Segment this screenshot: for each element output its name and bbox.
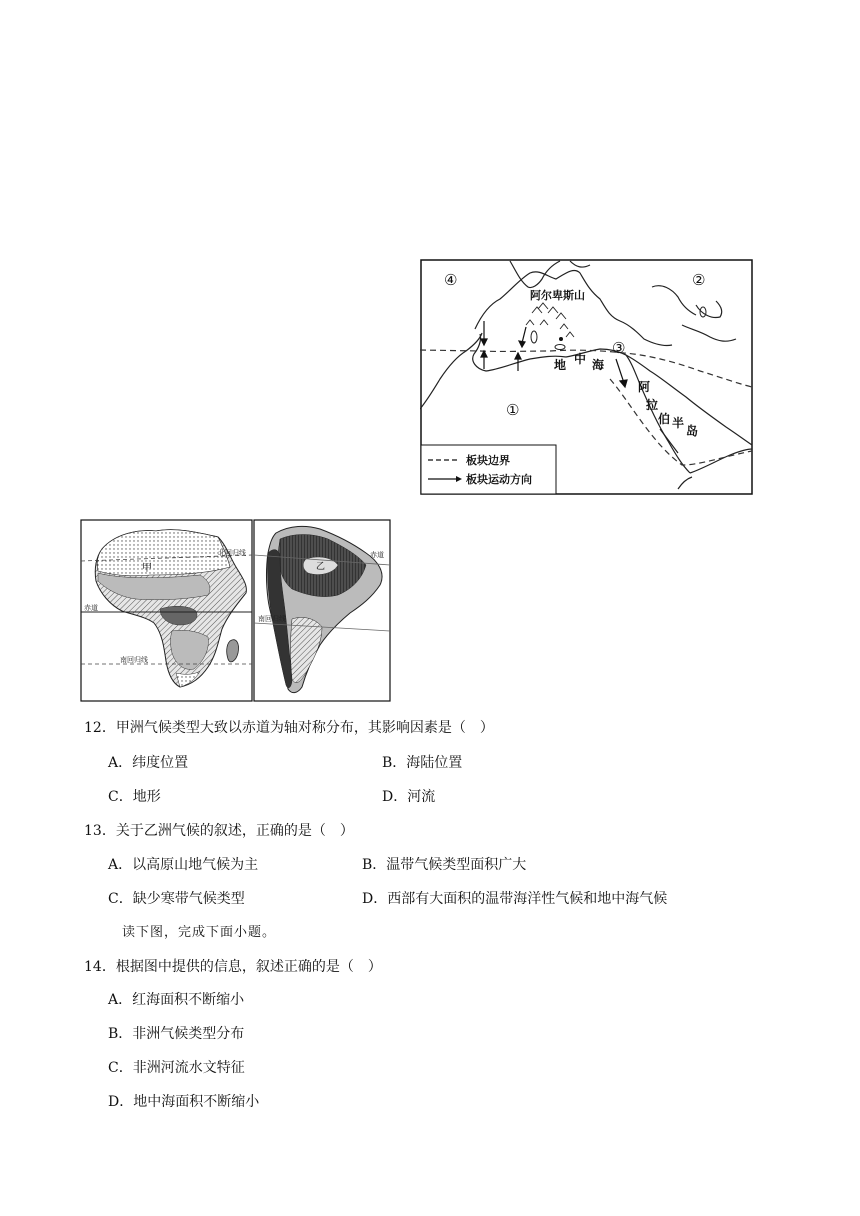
label-tropic-south-sa: 南回归线 (258, 615, 286, 623)
label-med-2: 中 (574, 352, 587, 366)
question-14-option-b[interactable]: B．非洲气候类型分布 (108, 1026, 245, 1042)
question-14-stem: 14．根据图中提供的信息，叙述正确的是（ ） (84, 959, 382, 975)
sea-dot (559, 337, 563, 341)
label-arabia-4: 半 (672, 416, 685, 430)
label-yi: 乙 (316, 562, 326, 572)
question-12-option-c[interactable]: C．地形 (108, 789, 161, 805)
question-13-option-b[interactable]: B．温带气候类型面积广大 (362, 857, 527, 873)
label-med-3: 海 (592, 358, 605, 372)
question-14-option-c[interactable]: C．非洲河流水文特征 (108, 1060, 245, 1076)
question-14-option-a[interactable]: A．红海面积不断缩小 (108, 992, 245, 1008)
label-alps: 阿尔卑斯山 (530, 289, 585, 302)
label-equator-africa: 赤道 (84, 604, 98, 612)
label-plate-3: ③ (612, 339, 626, 357)
legend-boundary-label: 板块边界 (466, 454, 510, 467)
label-arabia-5: 岛 (686, 424, 699, 438)
question-12-option-d[interactable]: D．河流 (382, 789, 436, 805)
continent-climate-maps (80, 519, 392, 702)
question-13-option-a[interactable]: A．以高原山地气候为主 (108, 857, 259, 873)
question-13-option-c[interactable]: C．缺少寒带气候类型 (108, 891, 245, 907)
label-plate-2: ② (692, 271, 706, 289)
africa-panel (81, 520, 252, 701)
question-13-option-d[interactable]: D．西部有大面积的温带海洋性气候和地中海气候 (362, 891, 668, 907)
question-12-option-a[interactable]: A．纬度位置 (108, 755, 189, 771)
south-america-panel (254, 520, 390, 701)
label-tropic-south-africa: 南回归线 (120, 656, 148, 664)
question-13-stem: 13．关于乙洲气候的叙述，正确的是（ ） (84, 823, 354, 839)
question-14-option-d[interactable]: D．地中海面积不断缩小 (108, 1094, 260, 1110)
question-12-option-b[interactable]: B．海陆位置 (382, 755, 463, 771)
label-plate-4: ④ (444, 271, 458, 289)
label-plate-1: ① (506, 401, 520, 419)
label-arabia-2: 拉 (646, 398, 659, 412)
plate-tectonics-map (420, 259, 753, 495)
question-12-stem: 12．甲洲气候类型大致以赤道为轴对称分布，其影响因素是（ ） (84, 720, 494, 736)
legend-direction-label: 板块运动方向 (466, 473, 532, 486)
label-equator-sa: 赤道 (370, 551, 384, 559)
reading-instruction: 读下图，完成下面小题。 (122, 925, 277, 940)
label-jia: 甲 (142, 563, 152, 574)
map-legend (421, 445, 556, 494)
label-med-1: 地 (554, 358, 567, 372)
label-tropic-north: 北回归线 (218, 549, 246, 557)
label-arabia-1: 阿 (638, 380, 651, 394)
label-arabia-3: 伯 (658, 412, 671, 426)
